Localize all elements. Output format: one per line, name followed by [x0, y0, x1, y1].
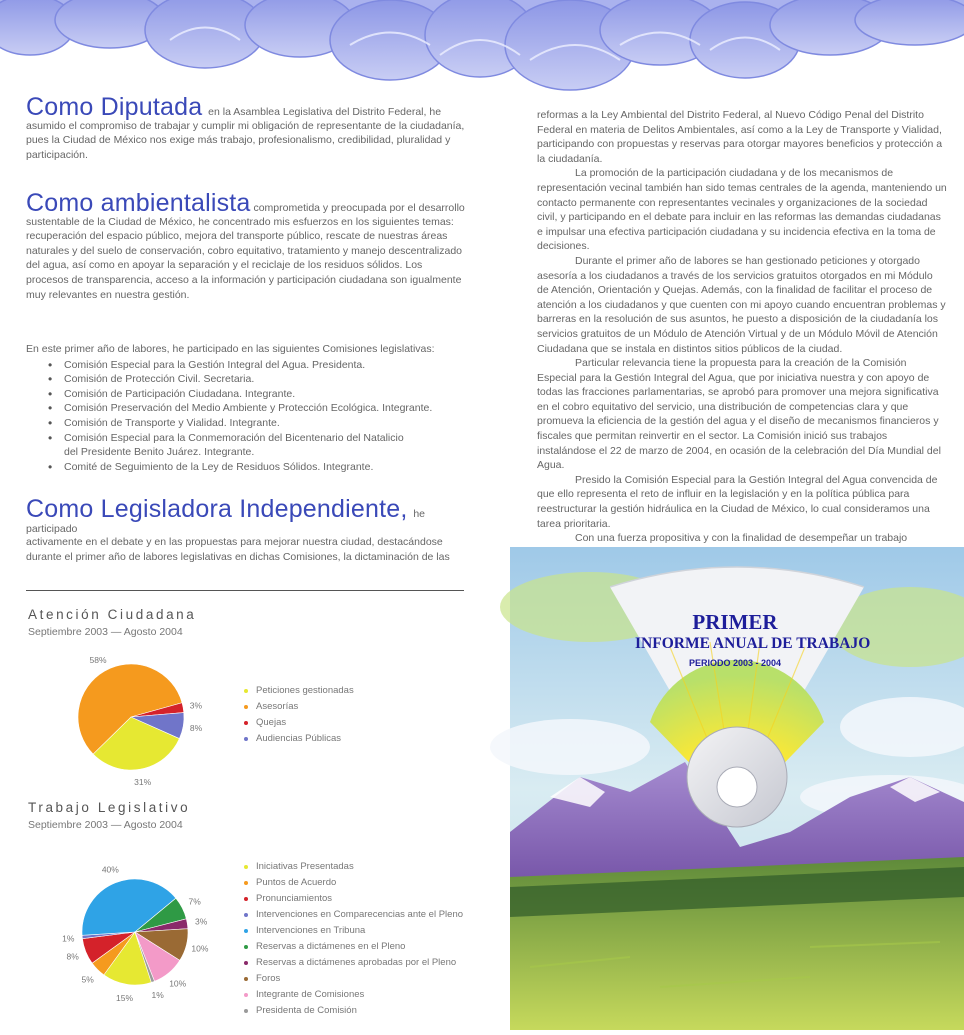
- legend-label: Reservas a dictámenes aprobadas por el Pleno: [256, 957, 457, 968]
- paragraph: activamente en el debate y en las propuestas para mejorar nuestra ciudad, destacándose durante el primer año de labores legislativas en dichas Comisiones, la dictaminación de las: [26, 536, 450, 563]
- pie-data-label: 1%: [151, 990, 164, 1001]
- legend-swatch: [244, 1009, 248, 1013]
- cover-period: PERIODO 2003 - 2004: [688, 658, 782, 668]
- legend-label: Intervenciones en Tribuna: [256, 925, 366, 936]
- legend-label: Audiencias Públicas: [256, 733, 342, 744]
- list-item: • Comisión Especial para la Gestión Integral del Agua. Presidenta.: [48, 358, 466, 373]
- pie-chart-trabajo: [50, 864, 220, 1010]
- pie-data-label: 15%: [116, 993, 134, 1004]
- legend-atencion: [244, 683, 354, 747]
- chart-subtitle-trabajo: Septiembre 2003 — Agosto 2004: [28, 819, 183, 831]
- section-diputada: [26, 93, 466, 162]
- legend-swatch: [244, 993, 248, 997]
- list-item: • Comisión de Transporte y Vialidad. Integrante.: [48, 416, 466, 431]
- chart-title-trabajo: Trabajo Legislativo: [28, 800, 191, 815]
- pie-data-label: 40%: [101, 864, 119, 875]
- legend-trabajo: [244, 859, 463, 1019]
- pie-data-label: 5%: [81, 974, 94, 985]
- chart-title-atencion: Atención Ciudadana: [28, 607, 197, 622]
- legend-label: Integrante de Comisiones: [256, 989, 365, 1000]
- legend-item: [244, 715, 354, 731]
- legend-item: [244, 875, 463, 891]
- legend-label: Presidenta de Comisión: [256, 1005, 357, 1016]
- paragraph: Particular relevancia tiene la propuesta para la creación de la Comisión Especial para la Gestión Integral del Agua, que por iniciativa nuestra y con apoyo de todas las fracciones parlamentarias, se aprobó para promover una mejora significativa en el cobro equitativo del servicio, una distribución de competencias clara y que promueva la eficiencia de la gestión del agua y el diseño de mecanismos financieros y fiscales que permitan reinvertir en el sector. La Comisión inició sus trabajos instalándose el 22 de marzo de 2004, en ocasión de la celebración del Día Mundial del Agua.: [537, 357, 941, 472]
- legend-swatch: [244, 929, 248, 933]
- pie-data-label: 3%: [189, 700, 203, 711]
- pie-data-label: 31%: [134, 776, 152, 787]
- pie-data-label: 8%: [66, 951, 79, 962]
- section-lead: en la Asamblea Legislativa del Distrito Federal, he: [208, 106, 442, 118]
- pie-data-label: 3%: [195, 916, 208, 927]
- cover-title: PRIMER: [692, 610, 778, 634]
- legend-swatch: [244, 913, 248, 917]
- pie-data-label: 10%: [191, 943, 209, 954]
- list-item: • Comisión Especial para la Conmemoración del Bicentenario del Natalicio del Presidente Benito Juárez. Integrante.: [48, 431, 408, 460]
- legend-swatch: [244, 705, 248, 709]
- legend-swatch: [244, 737, 248, 741]
- legend-label: Iniciativas Presentadas: [256, 861, 354, 872]
- list-item: • Comisión de Participación Ciudadana. Integrante.: [48, 387, 466, 402]
- legend-swatch: [244, 881, 248, 885]
- legend-label: Peticiones gestionadas: [256, 685, 354, 696]
- paragraph: Durante el primer año de labores se han gestionado peticiones y otorgado asesoría a los ciudadanos a través de los servicios gratuitos otorgados en mi Módulo de Atención, Orientación y Quejas. Además, con la finalidad de facilitar el proceso de atención a los ciudadanos y que cuenten con mi apoyo cuando encuentran problemas y barreras en la resolución de sus asuntos, he puesto a disposición de la ciudadanía los servicios gratuitos de un Módulo de Atención Virtual y de un Módulo Móvil de Atención Ciudadana que se instala en distintos sitios públicos de la ciudad.: [537, 254, 946, 355]
- legend-swatch: [244, 945, 248, 949]
- pie-data-label: 1%: [62, 933, 75, 944]
- comisiones-list: [48, 358, 466, 475]
- list-item: • Comisión de Protección Civil. Secretaria.: [48, 372, 466, 387]
- cover-subtitle: INFORME ANUAL DE TRABAJO: [635, 635, 871, 652]
- paragraph: Presido la Comisión Especial para la Gestión Integral del Agua convencida de que ello representa el reto de influir en la legislación y en la política pública para reestructurar la gestión hidráulica en la Ciudad de México, lo cual consideramos una tarea prioritaria.: [537, 473, 938, 530]
- legend-swatch: [244, 721, 248, 725]
- section-lead: he participado: [26, 508, 425, 535]
- legend-label: Quejas: [256, 717, 287, 728]
- section-independiente: [26, 495, 466, 564]
- divider: [26, 590, 464, 591]
- legend-label: Foros: [256, 973, 281, 984]
- section-ambientalista: [26, 189, 466, 302]
- list-item: • Comisión Preservación del Medio Ambiente y Protección Ecológica. Integrante.: [48, 401, 466, 416]
- legend-label: Intervenciones en Comparecencias ante el Pleno: [256, 909, 464, 920]
- report-cover: [510, 547, 964, 1030]
- legend-swatch: [244, 961, 248, 965]
- legend-item: [244, 923, 463, 939]
- legend-label: Pronunciamientos: [256, 893, 333, 904]
- paragraph: sustentable de la Ciudad de México, he concentrado mis esfuerzos en los siguientes temas: recuperación del espacio público, mejora del transporte público, rescate de nuestras áreas naturales y del suelo de conservación, cobro equitativo, tratamiento y manejo descentralizado del agua, así como en apoyar la separación y el reciclaje de los residuos sólidos. Los procesos de transparencia, acceso a la información y participación ciudadana son igualmente muy relevantes en nuestra gestión.: [26, 215, 463, 301]
- legend-item: [244, 987, 463, 1003]
- legend-item: [244, 859, 463, 875]
- pie-chart-atencion: [60, 650, 210, 787]
- paragraph: La promoción de la participación ciudadana y de los mecanismos de representación vecinal también han sido temas centrales de la agenda, manteniendo un contacto permanente con representantes vecinales y organizaciones de la sociedad civil, y participando en el debate para incluir en las reformas las demandas ciudadanas e impulsar una efectiva participación ciudadana y su incidencia efectiva en la toma de decisiones.: [537, 167, 947, 253]
- legend-item: [244, 1003, 463, 1019]
- pie-data-label: 7%: [188, 896, 201, 907]
- comisiones-intro: En este primer año de labores, he participado en las siguientes Comisiones legislativas:: [26, 343, 435, 355]
- legend-item: [244, 699, 354, 715]
- legend-label: Reservas a dictámenes en el Pleno: [256, 941, 406, 952]
- section-lead: comprometida y preocupada por el desarrollo: [253, 202, 465, 214]
- legend-item: [244, 683, 354, 699]
- legend-swatch: [244, 977, 248, 981]
- right-column: [537, 108, 947, 575]
- legend-item: [244, 955, 463, 971]
- paragraph: asumido el compromiso de trabajar y cumplir mi obligación de representante de la ciudadanía, pues la Ciudad de México nos exige más trabajo, profesionalismo, credibilidad, pluralidad y participación.: [26, 119, 465, 161]
- cloud-banner: [0, 0, 964, 95]
- legend-item: [244, 939, 463, 955]
- legend-label: Asesorías: [256, 701, 299, 712]
- legend-item: [244, 907, 463, 923]
- pie-data-label: 10%: [169, 978, 187, 989]
- legend-swatch: [244, 865, 248, 869]
- legend-item: [244, 891, 463, 907]
- list-item: • Comité de Seguimiento de la Ley de Residuos Sólidos. Integrante.: [48, 460, 466, 475]
- legend-label: Puntos de Acuerdo: [256, 877, 337, 888]
- paragraph: Con una fuerza propositiva y con la finalidad de desempeñar un trabajo: [575, 532, 908, 545]
- section-title-independiente: Como Legisladora Independiente,: [26, 495, 408, 523]
- section-comisiones: [26, 342, 466, 474]
- pie-data-label: 58%: [89, 654, 107, 665]
- legend-item: [244, 731, 354, 747]
- section-title-ambientalista: Como ambientalista: [26, 189, 251, 217]
- chart-subtitle-atencion: Septiembre 2003 — Agosto 2004: [28, 626, 183, 638]
- legend-item: [244, 971, 463, 987]
- section-title-diputada: Como Diputada: [26, 93, 203, 121]
- legend-swatch: [244, 897, 248, 901]
- pie-data-label: 8%: [189, 723, 203, 734]
- paragraph: reformas a la Ley Ambiental del Distrito Federal, al Nuevo Código Penal del Distrito Federal en materia de Delitos Ambientales, así como a la Ley de Transporte y Vialidad, participando con propuestas y reservas para otorgar mayores beneficios y protección a la ciudadanía.: [537, 109, 943, 165]
- legend-swatch: [244, 689, 248, 693]
